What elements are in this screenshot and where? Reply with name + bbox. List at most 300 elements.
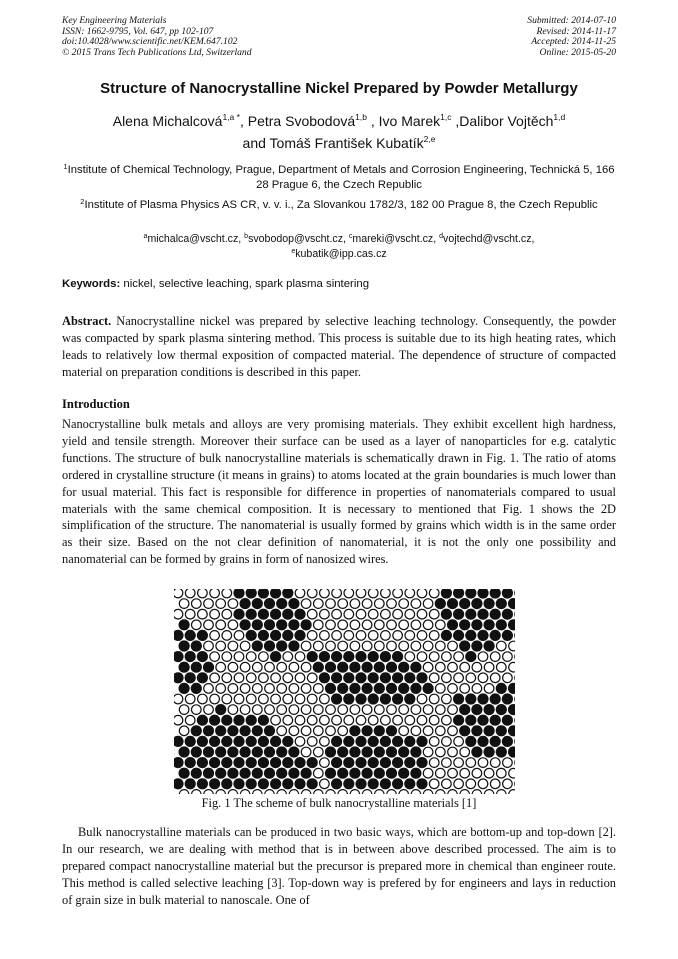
boundary-atom: [411, 705, 421, 715]
boundary-atom: [228, 620, 238, 630]
boundary-atom: [344, 609, 354, 619]
boundary-atom: [484, 790, 494, 794]
boundary-atom: [289, 662, 299, 672]
boundary-atom: [295, 652, 305, 662]
email-mark: a: [143, 233, 148, 240]
grain-atom: [191, 746, 202, 757]
boundary-atom: [429, 737, 439, 747]
grain-atom: [185, 757, 196, 768]
grain-atom: [221, 757, 232, 768]
grain-atom: [240, 746, 251, 757]
grain-atom: [410, 768, 421, 779]
grain-atom: [240, 619, 251, 630]
boundary-atom: [448, 768, 458, 778]
grain-atom: [276, 746, 287, 757]
grain-atom: [301, 619, 312, 630]
grain-atom: [264, 640, 275, 651]
publication-dates: [527, 16, 616, 58]
boundary-atom: [320, 715, 330, 725]
boundary-atom: [387, 599, 397, 609]
grain-atom: [496, 746, 507, 757]
boundary-atom: [314, 726, 324, 736]
boundary-atom: [326, 790, 336, 794]
boundary-atom: [338, 599, 348, 609]
grain-atom: [240, 598, 251, 609]
boundary-atom: [185, 589, 195, 598]
boundary-atom: [429, 779, 439, 789]
boundary-atom: [484, 662, 494, 672]
grain-atom: [215, 746, 226, 757]
grain-atom: [380, 672, 391, 683]
email-mark: d: [439, 233, 444, 240]
author-name: Alena Michalcová: [112, 113, 223, 129]
grain-atom: [477, 715, 488, 726]
grain-atom: [337, 746, 348, 757]
boundary-atom: [259, 673, 269, 683]
boundary-atom: [509, 662, 515, 672]
boundary-atom: [179, 705, 189, 715]
grain-atom: [343, 736, 354, 747]
boundary-atom: [234, 694, 244, 704]
boundary-atom: [350, 599, 360, 609]
boundary-atom: [411, 641, 421, 651]
boundary-atom: [405, 652, 415, 662]
boundary-atom: [368, 715, 378, 725]
grain-atom: [490, 630, 501, 641]
grain-atom: [386, 683, 397, 694]
grain-atom: [252, 768, 263, 779]
grain-atom: [294, 630, 305, 641]
boundary-atom: [246, 673, 256, 683]
boundary-atom: [368, 631, 378, 641]
grain-atom: [416, 736, 427, 747]
grain-atom: [404, 757, 415, 768]
boundary-atom: [423, 747, 433, 757]
boundary-atom: [210, 631, 220, 641]
boundary-atom: [332, 589, 342, 598]
boundary-atom: [362, 790, 372, 794]
boundary-atom: [429, 673, 439, 683]
grain-atom: [368, 736, 379, 747]
journal-info: [62, 16, 252, 58]
boundary-atom: [295, 694, 305, 704]
grain-atom: [477, 630, 488, 641]
grain-atom: [209, 736, 220, 747]
email-address[interactable]: kubatik@ipp.cas.cz: [295, 248, 387, 260]
submitted-date: Submitted: 2014-07-10: [527, 15, 616, 26]
boundary-atom: [192, 599, 202, 609]
boundary-atom: [472, 790, 482, 794]
boundary-atom: [228, 684, 238, 694]
boundary-atom: [448, 790, 458, 794]
boundary-atom: [393, 715, 403, 725]
boundary-atom: [332, 715, 342, 725]
boundary-atom: [344, 589, 354, 598]
grain-atom: [179, 619, 190, 630]
grain-atom: [282, 757, 293, 768]
boundary-atom: [393, 609, 403, 619]
keywords-label: Keywords:: [62, 278, 121, 290]
abstract-text: Nanocrystalline nickel was prepared by selective leaching technology. Consequently, the powder was compacted by spark plasma sintering method. This process is suitable due to its high heating rates, which leads to relatively low thermal exposition of compacted material. The dependence of structure of compacted material on preparation conditions is described in this paper.: [62, 314, 616, 379]
grain-atom: [453, 589, 464, 599]
grain-atom: [374, 725, 385, 736]
boundary-atom: [320, 779, 330, 789]
boundary-atom: [259, 652, 269, 662]
grain-atom: [368, 672, 379, 683]
grain-atom: [307, 778, 318, 789]
boundary-atom: [192, 790, 202, 794]
author-emails: [62, 232, 616, 262]
boundary-atom: [417, 652, 427, 662]
section-heading-introduction: Introduction: [62, 397, 130, 411]
grain-atom: [233, 609, 244, 620]
boundary-atom: [429, 609, 439, 619]
boundary-atom: [246, 652, 256, 662]
boundary-atom: [436, 768, 446, 778]
grain-atom: [380, 778, 391, 789]
boundary-atom: [271, 673, 281, 683]
boundary-atom: [277, 662, 287, 672]
boundary-atom: [210, 652, 220, 662]
grain-atom: [197, 757, 208, 768]
affiliation-mark: 1: [63, 162, 68, 171]
grain-atom: [203, 662, 214, 673]
grain-atom: [264, 746, 275, 757]
boundary-atom: [368, 589, 378, 598]
introduction-paragraph-2: Bulk nanocrystalline materials can be produced in two basic ways, which are bottom-up and top-down [2]. In our research, we are dealing with method that is in between above described processed. The aim is to prepared compact nanocrystalline material but the precursor is prepared more in chemical than engineer route. This method is called selective leaching [3]. Top-down way is prefered by for engineers and lays in reduction of grain size in bulk material to nanoscale. One of: [62, 825, 616, 907]
affiliation-text: Institute of Chemical Technology, Prague, Department of Metals and Corrosion Engineering, Technická 5, 166 28 Prague 6, the Czech Republic: [67, 164, 615, 191]
grain-atom: [270, 736, 281, 747]
boundary-atom: [295, 715, 305, 725]
boundary-atom: [356, 631, 366, 641]
boundary-atom: [478, 758, 488, 768]
boundary-atom: [240, 705, 250, 715]
grain-atom: [270, 757, 281, 768]
email-address[interactable]: mareki@vscht.cz,: [352, 233, 440, 245]
boundary-atom: [460, 684, 470, 694]
revised-date: Revised: 2014-11-17: [536, 25, 616, 37]
boundary-atom: [423, 599, 433, 609]
boundary-atom: [198, 694, 208, 704]
grain-atom: [264, 598, 275, 609]
grain-atom: [258, 609, 269, 620]
author-affil-mark: 1,c: [440, 112, 452, 122]
grain-atom: [453, 630, 464, 641]
grain-atom: [246, 715, 257, 726]
affiliation-1: [62, 163, 616, 193]
email-mark: b: [244, 233, 249, 240]
grain-atom: [471, 598, 482, 609]
grain-atom: [349, 683, 360, 694]
abstract-label: Abstract.: [62, 314, 112, 328]
grain-atom: [416, 757, 427, 768]
email-address[interactable]: svobodop@vscht.cz,: [248, 233, 349, 245]
grain-atom: [331, 651, 342, 662]
boundary-atom: [405, 631, 415, 641]
boundary-atom: [436, 726, 446, 736]
boundary-atom: [222, 673, 232, 683]
grain-atom: [331, 736, 342, 747]
boundary-atom: [460, 768, 470, 778]
boundary-atom: [228, 662, 238, 672]
grain-atom: [465, 715, 476, 726]
grain-atom: [465, 609, 476, 620]
boundary-atom: [344, 631, 354, 641]
grain-atom: [203, 725, 214, 736]
grain-atom: [355, 757, 366, 768]
grain-atom: [246, 736, 257, 747]
boundary-atom: [240, 790, 250, 794]
grain-atom: [423, 683, 434, 694]
grain-atom: [490, 589, 501, 599]
grain-atom: [447, 598, 458, 609]
boundary-atom: [301, 662, 311, 672]
boundary-atom: [332, 609, 342, 619]
boundary-atom: [314, 747, 324, 757]
grain-atom: [398, 662, 409, 673]
grain-atom: [484, 598, 495, 609]
boundary-atom: [210, 609, 220, 619]
boundary-atom: [381, 715, 391, 725]
grain-atom: [355, 672, 366, 683]
boundary-atom: [387, 620, 397, 630]
grain-atom: [197, 736, 208, 747]
email-address[interactable]: vojtechd@vscht.cz,: [443, 233, 535, 245]
boundary-atom: [423, 790, 433, 794]
boundary-atom: [174, 589, 183, 598]
boundary-atom: [503, 652, 513, 662]
boundary-atom: [423, 726, 433, 736]
grain-atom: [209, 715, 220, 726]
grain-atom: [392, 778, 403, 789]
grain-atom: [185, 630, 196, 641]
boundary-atom: [411, 790, 421, 794]
grain-atom: [355, 693, 366, 704]
grain-atom: [325, 768, 336, 779]
boundary-atom: [490, 779, 500, 789]
grain-atom: [174, 778, 184, 789]
boundary-atom: [454, 652, 464, 662]
boundary-atom: [210, 694, 220, 704]
author-affil-mark: 1,b: [355, 112, 367, 122]
boundary-atom: [448, 747, 458, 757]
boundary-atom: [436, 705, 446, 715]
grain-atom: [392, 672, 403, 683]
grain-atom: [174, 736, 184, 747]
grain-atom: [233, 736, 244, 747]
email-mark: c: [348, 233, 353, 240]
boundary-atom: [448, 726, 458, 736]
boundary-atom: [478, 652, 488, 662]
grain-atom: [313, 662, 324, 673]
grain-atom: [343, 651, 354, 662]
grain-atom: [416, 778, 427, 789]
grain-atom: [276, 598, 287, 609]
boundary-atom: [399, 790, 409, 794]
grain-atom: [471, 725, 482, 736]
boundary-atom: [509, 790, 515, 794]
grain-atom: [191, 640, 202, 651]
boundary-atom: [423, 641, 433, 651]
boundary-atom: [405, 589, 415, 598]
grain-atom: [197, 778, 208, 789]
grain-atom: [240, 768, 251, 779]
doi-line: doi:10.4028/www.scientific.net/KEM.647.102: [62, 36, 238, 48]
boundary-atom: [222, 589, 232, 598]
grain-atom: [258, 757, 269, 768]
grain-atom: [185, 651, 196, 662]
author-separator: ,: [451, 113, 460, 129]
boundary-atom: [405, 715, 415, 725]
grain-atom: [270, 651, 281, 662]
grain-atom: [191, 768, 202, 779]
boundary-atom: [265, 790, 275, 794]
boundary-atom: [387, 641, 397, 651]
grain-atom: [331, 757, 342, 768]
grain-atom: [233, 778, 244, 789]
grain-atom: [252, 725, 263, 736]
grain-atom: [465, 651, 476, 662]
boundary-atom: [466, 758, 476, 768]
boundary-atom: [436, 662, 446, 672]
grain-atom: [477, 736, 488, 747]
boundary-atom: [301, 790, 311, 794]
grain-atom: [484, 704, 495, 715]
figure-nanocrystalline-scheme: [174, 589, 515, 794]
boundary-atom: [307, 631, 317, 641]
boundary-atom: [466, 673, 476, 683]
boundary-atom: [490, 673, 500, 683]
boundary-atom: [460, 790, 470, 794]
boundary-atom: [222, 694, 232, 704]
boundary-atom: [399, 599, 409, 609]
boundary-atom: [185, 694, 195, 704]
grain-atom: [288, 640, 299, 651]
grain-atom: [331, 778, 342, 789]
boundary-atom: [478, 673, 488, 683]
boundary-atom: [338, 620, 348, 630]
grain-atom: [362, 746, 373, 757]
grain-atom: [179, 746, 190, 757]
grain-atom: [441, 589, 452, 599]
grain-atom: [288, 768, 299, 779]
boundary-atom: [301, 684, 311, 694]
boundary-atom: [503, 758, 513, 768]
grain-atom: [246, 630, 257, 641]
boundary-atom: [314, 790, 324, 794]
boundary-atom: [387, 790, 397, 794]
boundary-atom: [393, 631, 403, 641]
grain-atom: [246, 589, 257, 599]
grain-atom: [246, 757, 257, 768]
boundary-atom: [179, 726, 189, 736]
boundary-atom: [484, 768, 494, 778]
grain-atom: [276, 768, 287, 779]
grain-atom: [471, 640, 482, 651]
boundary-atom: [442, 652, 452, 662]
grain-atom: [227, 725, 238, 736]
grain-atom: [386, 768, 397, 779]
grain-atom: [380, 757, 391, 768]
boundary-atom: [326, 620, 336, 630]
grain-atom: [496, 725, 507, 736]
grain-atom: [374, 768, 385, 779]
boundary-atom: [460, 662, 470, 672]
boundary-atom: [289, 790, 299, 794]
journal-name: Key Engineering Materials: [62, 15, 167, 26]
affiliation-text: Institute of Plasma Physics AS CR, v. v. i., Za Slovankou 1782/3, 182 00 Prague 8, the Czech Republic: [84, 199, 598, 211]
grain-atom: [502, 715, 513, 726]
boundary-atom: [442, 758, 452, 768]
boundary-atom: [204, 599, 214, 609]
grain-atom: [392, 736, 403, 747]
grain-atom: [258, 589, 269, 599]
boundary-atom: [399, 641, 409, 651]
grain-atom: [398, 683, 409, 694]
grain-atom: [270, 630, 281, 641]
grain-atom: [203, 746, 214, 757]
grain-atom: [374, 683, 385, 694]
author-name: Tomáš František Kubatík: [269, 135, 424, 151]
grain-atom: [197, 651, 208, 662]
boundary-atom: [399, 620, 409, 630]
boundary-atom: [289, 726, 299, 736]
boundary-atom: [387, 705, 397, 715]
boundary-atom: [472, 662, 482, 672]
grain-atom: [325, 746, 336, 757]
boundary-atom: [307, 589, 317, 598]
grain-atom: [258, 736, 269, 747]
grain-atom: [502, 630, 513, 641]
grain-atom: [374, 746, 385, 757]
boundary-atom: [216, 641, 226, 651]
boundary-atom: [417, 694, 427, 704]
grain-atom: [484, 619, 495, 630]
grain-atom: [362, 725, 373, 736]
boundary-atom: [429, 694, 439, 704]
affiliation-mark: 2: [80, 197, 85, 206]
grain-atom: [288, 746, 299, 757]
grain-atom: [343, 757, 354, 768]
boundary-atom: [393, 589, 403, 598]
grain-atom: [477, 693, 488, 704]
boundary-atom: [301, 726, 311, 736]
boundary-atom: [253, 790, 263, 794]
grain-atom: [502, 693, 513, 704]
boundary-atom: [490, 652, 500, 662]
grain-atom: [301, 768, 312, 779]
boundary-atom: [338, 790, 348, 794]
grain-atom: [288, 619, 299, 630]
grain-atom: [386, 662, 397, 673]
grain-atom: [282, 609, 293, 620]
boundary-atom: [174, 715, 183, 725]
boundary-atom: [423, 620, 433, 630]
grain-atom: [471, 746, 482, 757]
grain-atom: [307, 651, 318, 662]
grain-atom: [349, 662, 360, 673]
boundary-atom: [277, 726, 287, 736]
grain-atom: [459, 640, 470, 651]
boundary-atom: [399, 705, 409, 715]
email-address[interactable]: michalca@vscht.cz,: [147, 233, 245, 245]
grain-atom: [355, 778, 366, 789]
grain-atom: [398, 768, 409, 779]
grain-atom: [355, 651, 366, 662]
boundary-atom: [265, 705, 275, 715]
grain-atom: [337, 662, 348, 673]
boundary-atom: [436, 790, 446, 794]
